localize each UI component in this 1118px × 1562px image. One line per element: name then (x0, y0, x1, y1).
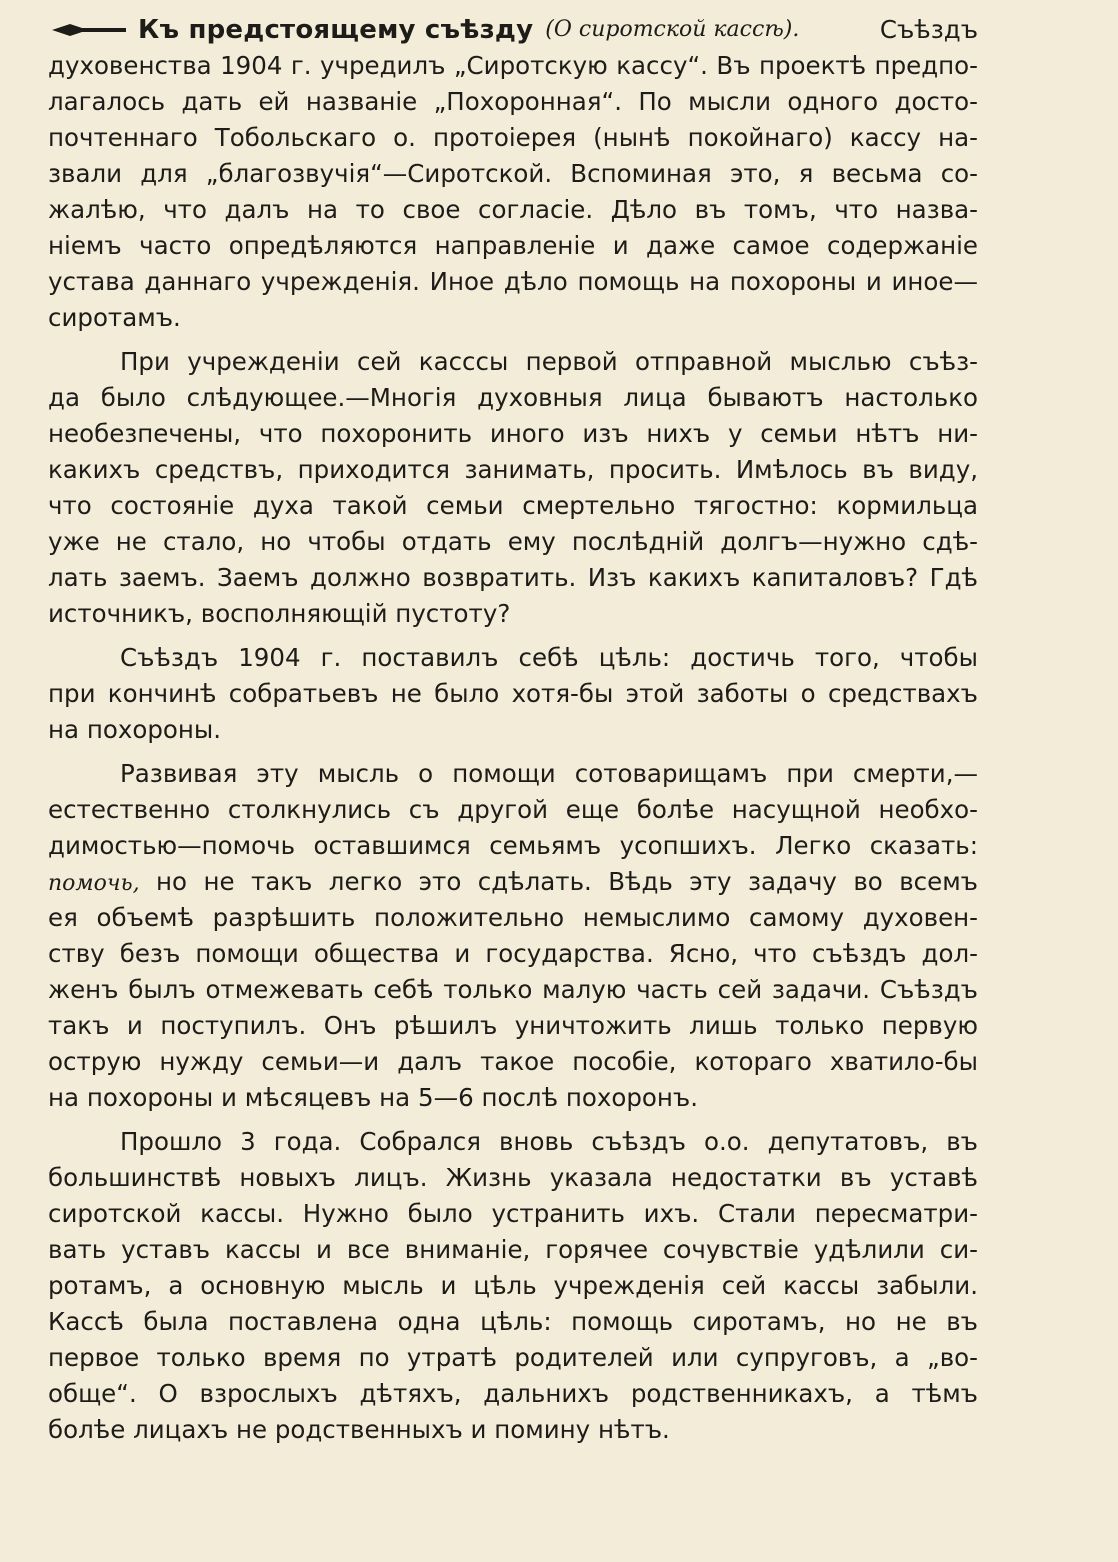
paragraph (48, 344, 978, 632)
text-line: да было слѣдующее.—Многія духовныя лица бываютъ настолько (48, 383, 978, 412)
text-line: такъ и поступилъ. Онъ рѣшилъ уничтожить лишь только первую (48, 1011, 978, 1040)
text-line: димостью—помочь оставшимся семьямъ усопшихъ. Легко сказать: (48, 831, 978, 860)
text-line: почтеннаго Тобольскаго о. протоіерея (нынѣ покойнаго) кассу на- (48, 123, 978, 152)
text-line: болѣе лицахъ не родственныхъ и помину нѣтъ. (48, 1415, 670, 1444)
text-line: при кончинѣ собратьевъ не было хотя-бы этой заботы о средствахъ (48, 679, 978, 708)
text-line: ніемъ часто опредѣляются направленіе и даже самое содержаніе (48, 231, 978, 260)
text-line-with-italic (48, 864, 978, 900)
italic-word: помочь, (48, 871, 140, 896)
pointing-ornament-icon (48, 12, 138, 48)
text-line: источникъ, восполняющій пустоту? (48, 599, 511, 628)
text-line: звали для „благозвучія“—Сиротской. Вспоминая это, я весьма со- (48, 159, 978, 188)
text-line: Съѣздъ 1904 г. поставилъ себѣ цѣль: достичь того, чтобы (120, 643, 978, 672)
text-line: ротамъ, а основную мысль и цѣль учрежденія сей кассы забыли. (48, 1271, 978, 1300)
text-line: Прошло 3 года. Собрался вновь съѣздъ о.о. депутатовъ, въ (120, 1127, 978, 1156)
paragraph (48, 756, 978, 1116)
text-line: лагалось дать ей названіе „Похоронная“. По мысли одного досто- (48, 87, 978, 116)
text-line: на похороны и мѣсяцевъ на 5—6 послѣ похоронъ. (48, 1083, 698, 1112)
text-line: устава даннаго учрежденія. Иное дѣло помощь на похороны и иное— (48, 267, 978, 296)
text-line: духовенства 1904 г. учредилъ „Сиротскую кассу“. Въ проектѣ предпо- (48, 51, 978, 80)
text-line: на похороны. (48, 715, 222, 744)
text-line: большинствѣ новыхъ лицъ. Жизнь указала недостатки въ уставѣ (48, 1163, 978, 1192)
text-line: Кассѣ была поставлена одна цѣль: помощь сиротамъ, но не въ (48, 1307, 978, 1336)
text-line: женъ былъ отмежевать себѣ только малую часть сей задачи. Съѣздъ (48, 975, 978, 1004)
text-line: обще“. О взрослыхъ дѣтяхъ, дальнихъ родственникахъ, а тѣмъ (48, 1379, 978, 1408)
text-line: жалѣю, что далъ на то свое согласіе. Дѣло въ томъ, что назва- (48, 195, 978, 224)
text-line: естественно столкнулись съ другой еще болѣе насущной необхо- (48, 795, 978, 824)
text-line: какихъ средствъ, приходится занимать, просить. Имѣлось въ виду, (48, 455, 978, 484)
article-title: Къ предстоящему съѣзду (138, 15, 534, 45)
paragraph (48, 1124, 978, 1448)
paragraph (48, 640, 978, 748)
text-line: ея объемѣ разрѣшить положительно немыслимо самому духовен- (48, 903, 978, 932)
text-line: вать уставъ кассы и все вниманіе, горячее сочувствіе удѣлили си- (48, 1235, 978, 1264)
text-line: сиротамъ. (48, 303, 181, 332)
text-line: ству безъ помощи общества и государства. Ясно, что съѣздъ дол- (48, 939, 978, 968)
text-line: сиротской кассы. Нужно было устранить ихъ. Стали пересматри- (48, 1199, 978, 1228)
text-line: первое только время по утратѣ родителей или супруговъ, а „во- (48, 1343, 978, 1372)
article-subtitle: (О сиротской кассѣ). (545, 17, 800, 42)
text-line: необезпечены, что похоронить иного изъ нихъ у семьи нѣтъ ни- (48, 419, 978, 448)
article (48, 12, 978, 1448)
text-run: но не такъ легко это сдѣлать. Вѣдь эту задачу во всемъ (156, 867, 978, 896)
paragraph (48, 48, 978, 336)
text-line: При учрежденіи сей касссы первой отправной мыслью съѣз- (120, 347, 978, 376)
article-heading (48, 12, 978, 48)
text-line: лать заемъ. Заемъ должно возвратить. Изъ какихъ капиталовъ? Гдѣ (48, 563, 978, 592)
text-line: что состояніе духа такой семьи смертельно тягостно: кормильца (48, 491, 978, 520)
heading-run-in-text: Съѣздъ (879, 15, 978, 44)
text-line: острую нужду семьи—и далъ такое пособіе, котораго хватило-бы (48, 1047, 978, 1076)
text-line: уже не стало, но чтобы отдать ему послѣдній долгъ—нужно сдѣ- (48, 527, 978, 556)
text-line: Развивая эту мысль о помощи сотоварищамъ при смерти,— (120, 759, 978, 788)
